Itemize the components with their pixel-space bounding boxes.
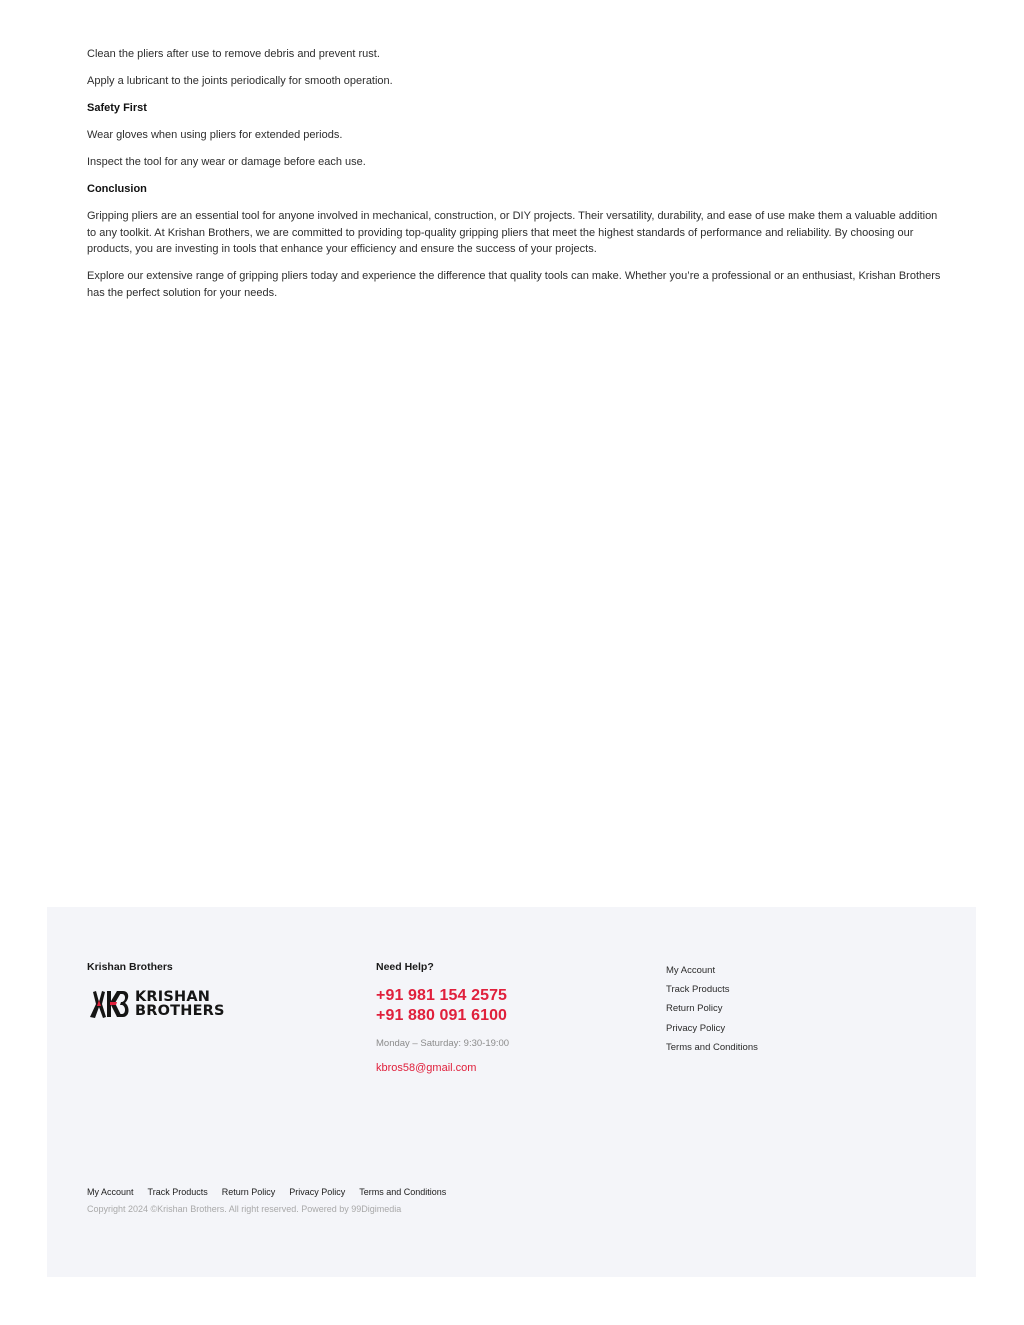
site-footer — [47, 907, 976, 1277]
footer-link-track-products[interactable]: Track Products — [666, 984, 730, 996]
footer-link-my-account[interactable]: My Account — [666, 965, 716, 976]
article-content — [87, 46, 947, 312]
footer-link-terms[interactable]: Terms and Conditions — [666, 1041, 758, 1053]
need-help-title: Need Help? — [376, 961, 434, 973]
bottom-link-track-products[interactable]: Track Products — [147, 1187, 208, 1197]
bottom-link-my-account[interactable]: My Account — [87, 1187, 134, 1197]
business-hours: Monday – Saturday: 9:30-19:00 — [376, 1038, 510, 1049]
bottom-link-privacy-policy[interactable]: Privacy Policy — [289, 1187, 346, 1197]
conclusion-paragraph: Gripping pliers are an essential tool for anyone involved in mechanical, construction, or DIY projects. Their versatility, durability, and ease of use make them a valuable addition to any toolkit. At Krishan Brothers, we are committed to providing top-quality gripping pliers that meet the highest standards of performance and reliability. By choosing our products, you are investing in tools that enhance your efficiency and ensure the success of your projects. — [87, 210, 938, 255]
phone-number-secondary[interactable]: +91 880 091 6100 — [376, 1007, 508, 1024]
care-tip-clean: Clean the pliers after use to remove debris and prevent rust. — [87, 48, 380, 60]
footer-bottom-nav — [87, 1187, 460, 1197]
footer-links-list — [666, 964, 758, 1060]
care-tip-lubricate: Apply a lubricant to the joints periodically for smooth operation. — [87, 75, 393, 87]
email-link[interactable]: kbros58@gmail.com — [376, 1062, 477, 1074]
brand-logo[interactable] — [87, 987, 227, 1021]
safety-tip-inspect: Inspect the tool for any wear or damage before each use. — [87, 156, 366, 168]
footer-link-privacy-policy[interactable]: Privacy Policy — [666, 1022, 726, 1034]
safety-heading: Safety First — [87, 102, 147, 114]
safety-tip-gloves: Wear gloves when using pliers for extended periods. — [87, 129, 343, 141]
pliers-kb-logo-icon — [87, 988, 131, 1020]
bottom-link-return-policy[interactable]: Return Policy — [221, 1187, 276, 1197]
conclusion-heading: Conclusion — [87, 183, 147, 195]
footer-brand-title: Krishan Brothers — [87, 961, 173, 973]
phone-number-primary[interactable]: +91 981 154 2575 — [376, 987, 508, 1004]
bottom-link-terms[interactable]: Terms and Conditions — [359, 1187, 447, 1197]
closing-paragraph: Explore our extensive range of gripping pliers today and experience the difference that quality tools can make. Whether you’re a professional or an enthusiast, Krishan Brothers has the perfect solution for your needs. — [87, 270, 941, 299]
footer-link-return-policy[interactable]: Return Policy — [666, 1003, 723, 1015]
copyright-text: Copyright 2024 ©Krishan Brothers. All right reserved. Powered by 99Digimedia — [87, 1204, 402, 1214]
logo-text-line1: KRISHAN — [135, 989, 211, 1005]
logo-text-line2: BROTHERS — [135, 1003, 225, 1019]
